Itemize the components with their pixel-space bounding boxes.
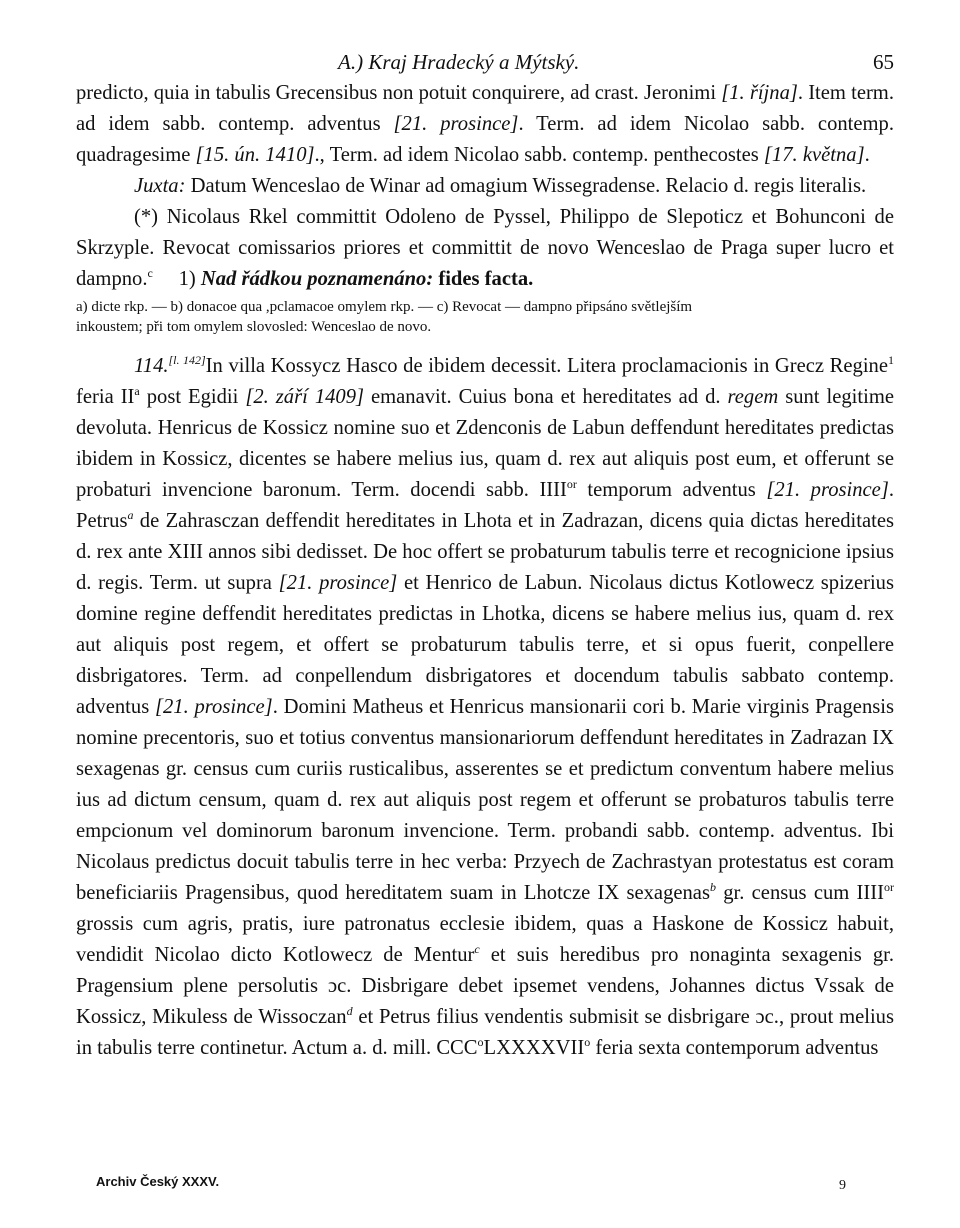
date-note: [17. května] — [763, 144, 865, 166]
footnote-italic: Nad řádkou poznamenáno: — [195, 268, 434, 290]
text-run: LXXXXVII — [483, 1037, 585, 1059]
critical-notes — [76, 297, 894, 337]
paragraph-juxta — [76, 171, 894, 202]
date-note: [21. prosince] — [766, 479, 889, 501]
signature-mark: 9 — [839, 1178, 846, 1193]
footnote-ref: c — [147, 266, 153, 281]
running-header — [76, 44, 894, 78]
page — [76, 44, 894, 1064]
text-run: et Petrus filius vendentis submisit se disbrigare ɔc., prout melius in tabulis terre continetur. Actum a. d. mill. CCC — [76, 1006, 894, 1059]
text-run: . Petrus — [76, 479, 894, 532]
text-run: gr. census cum IIII — [715, 882, 884, 904]
text-run: In villa Kossycz Hasco de ibidem decessit. Litera proclamacionis in Grecz Regine — [205, 355, 888, 377]
paragraph-114 — [76, 351, 894, 1064]
text-run: temporum adventus — [576, 479, 767, 501]
entry-number: 114. — [134, 355, 169, 377]
running-title: A.) Kraj Hradecký a Mýtský. — [338, 50, 580, 74]
text-run: emanavit. Cuius bona et hereditates ad d. — [364, 386, 728, 408]
page-footer — [96, 1174, 846, 1193]
text-run: grossis cum agris, pratis, iure patronatus ecclesie ibidem, quas a Haskone de Kossicz habuit, vendidit Nicolao dicto Kotlowecz de Mentur — [76, 913, 894, 966]
footnote-ref: d — [346, 1004, 353, 1019]
superscript: o — [477, 1035, 484, 1050]
note-line: a) dicte rkp. — b) donacoe qua ,pclamacoe omylem rkp. — c) Revocat — dampno připsáno světlejším — [76, 299, 693, 315]
italic-word: regem — [727, 386, 779, 408]
paragraph-note-asterisk — [76, 202, 894, 295]
superscript: or — [566, 477, 577, 492]
date-note: [21. prosince] — [154, 696, 273, 718]
footnote-ref: 1 — [887, 353, 894, 368]
footnote-ref: c — [474, 942, 480, 957]
date-note: [21. prosince] — [278, 572, 398, 594]
juxta-label: Juxta: — [134, 175, 186, 197]
entry-114 — [76, 351, 894, 1064]
footer-source: Archiv Český XXXV. — [96, 1174, 220, 1189]
page-number: 65 — [873, 50, 894, 74]
folio-ref: [l. 142] — [168, 353, 206, 368]
text-run: et suis heredibus pro nonaginta sexagenis gr. Pragensium plene persolutis ɔc. Disbrigare debet ipsemet vendens, Johannes dictus Vssak de Kossicz, Mikuless de Wissoczan — [76, 944, 894, 1028]
footnote-mark: 1) — [178, 268, 196, 290]
text-run: . — [864, 144, 870, 166]
text-run: Datum Wenceslao de Winar ad omagium Wissegradense. Relacio d. regis literalis. — [185, 175, 867, 197]
text-run: . Term. ad idem Nicolao sabb. contemp. quadragesime — [76, 113, 894, 166]
text-run: feria sexta contemporum adventus — [590, 1037, 879, 1059]
text-run: post Egidii — [139, 386, 246, 408]
date-note: [2. září 1409] — [245, 386, 365, 408]
footnote-ref: b — [709, 880, 716, 895]
text-run: sunt legitime devoluta. Henricus de Kossicz nomine suo et Zdenconis de Labun deffendunt hereditates predictas ibidem in Kossicz, dicentes se habere melius ius, quam d. rex aut aliquis post eum, et offerunt se probaturi invencione baronum. Term. docendi sabb. IIII — [76, 386, 894, 501]
footnote-ref: a — [127, 508, 134, 523]
superscript: a — [134, 384, 140, 399]
main-text — [76, 78, 894, 295]
text-run: (*) Nicolaus Rkel committit Odoleno de Pyssel, Philippo de Slepoticz et Bohunconi de Skrzyple. Revocat comissarios priores et committit de novo Wenceslao de Praga super lucro et dampno. — [76, 206, 894, 290]
text-run: et Henrico de Labun. Nicolaus dictus Kotlowecz spizerius domine regine deffendit hereditates predictas in Lhotka, dicens se habere melius ius, quam d. rex aut aliquis post regem, et offert se probaturum tabulis terre, et si opus fuerit, conpellere disbrigatores. Term. ad conpellendum disbrigatores et docendum tabulis sabbato contemp. adventus — [76, 572, 894, 718]
date-note: [21. prosince] — [393, 113, 519, 135]
footnote-text: fides facta. — [433, 268, 534, 290]
text-run: predicto, quia in tabulis Grecensibus non potuit conquirere, ad crast. Jeronimi — [76, 82, 722, 104]
superscript: o — [584, 1035, 591, 1050]
date-note: [1. října] — [721, 82, 798, 104]
note-line: inkoustem; při tom omylem slovosled: Wenceslao de novo. — [76, 319, 432, 335]
text-run: ., Term. ad idem Nicolao sabb. contemp. penthecostes — [314, 144, 764, 166]
superscript: or — [883, 880, 894, 895]
date-note: [15. ún. 1410] — [195, 144, 315, 166]
text-run: . Domini Matheus et Henricus mansionarii cori b. Marie virginis Pragensis nomine precentoris, suo et totius conventus mansionariorum deffendunt hereditates in Zadrazan IX sexagenas gr. census cum curiis rusticalibus, asserentes se et predictum conventum habere melius ius ad dictum censum, quam d. rex aut aliquis post regem et offerunt se probaturos tabulis terre empcionum vel dominorum baronum invencione. Term. probandi sabb. contemp. adventus. Ibi Nicolaus predictus docuit tabulis terre in hec verba: Przyech de Zachrastyan protestatus est coram beneficiariis Pragensibus, quod hereditatem suam in Lhotcze IX sexagenas — [76, 696, 894, 904]
text-run: . Item term. ad idem sabb. contemp. adventus — [76, 82, 894, 135]
text-run: feria II — [76, 386, 135, 408]
text-run: de Zahrasczan deffendit hereditates in Lhota et in Zadrazan, dicens quia dictas hereditates d. rex ante XIII annos sibi dedisset. De hoc offert se probaturum tabulis terre et recognicione ipsius d. regis. Term. ut supra — [76, 510, 894, 594]
paragraph-1 — [76, 78, 894, 171]
